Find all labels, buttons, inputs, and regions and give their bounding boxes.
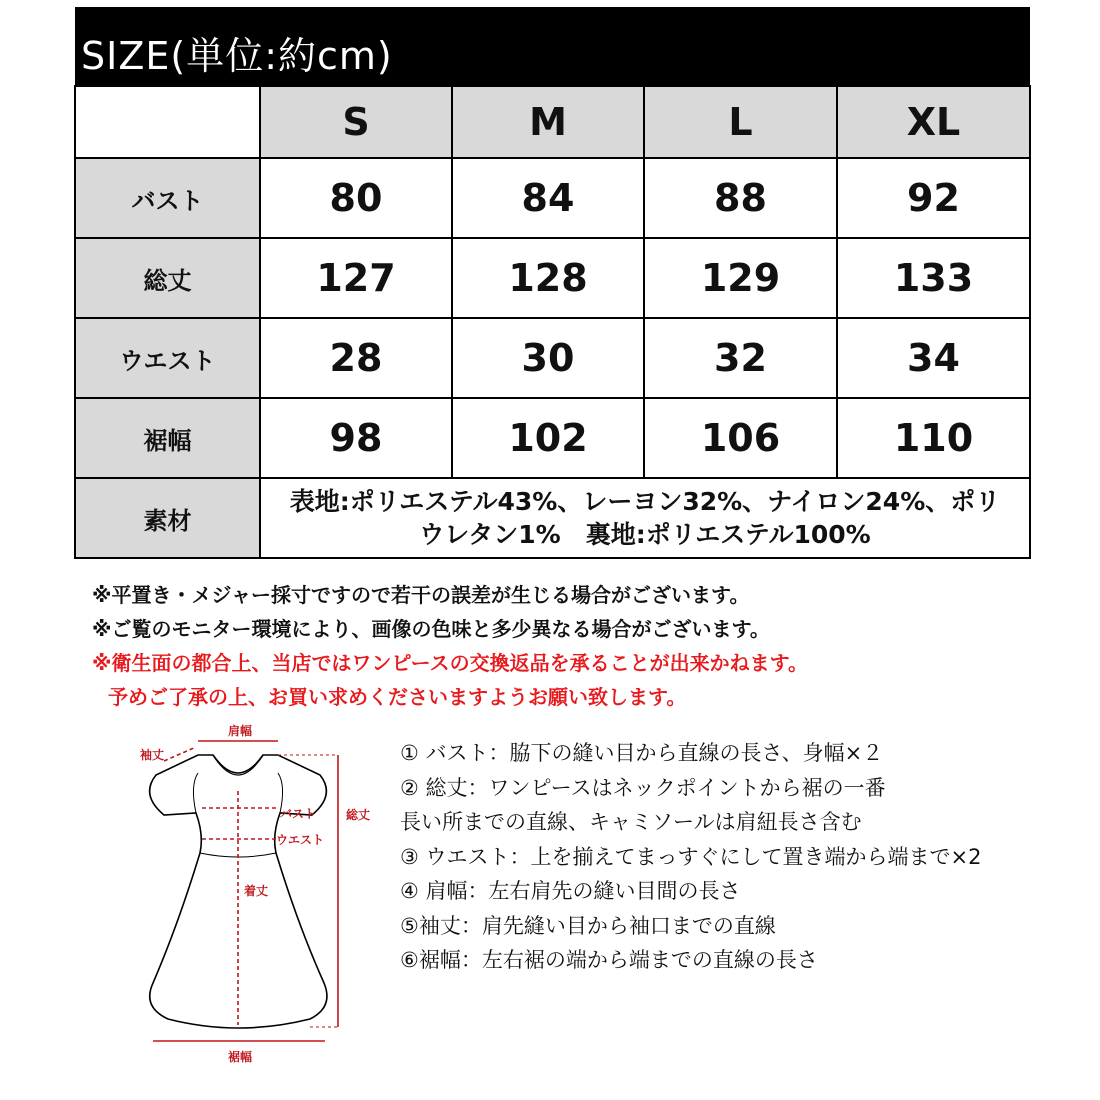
bust-m: 84 xyxy=(452,158,644,238)
waist-s: 28 xyxy=(260,318,452,398)
hem-width-m: 102 xyxy=(452,398,644,478)
size-header-row xyxy=(75,86,1030,158)
material-cell xyxy=(260,478,1030,558)
total-length-xl: 133 xyxy=(837,238,1030,318)
row-label-hem-width: 裾幅 xyxy=(75,398,260,478)
label-bust: バスト xyxy=(280,807,317,821)
note-no-returns: ※衛生面の都合上、当店ではワンピースの交換返品を承ることが出来かねます。 xyxy=(92,651,809,675)
total-length-s: 127 xyxy=(260,238,452,318)
row-label-total-length: 総丈 xyxy=(75,238,260,318)
label-waist: ウエスト xyxy=(276,833,325,847)
measure-hem-width: ⑥裾幅：左右裾の端から端までの直線の長さ xyxy=(400,948,818,972)
waist-xl: 34 xyxy=(837,318,1030,398)
note-measurement-error: ※平置き・メジャー採寸ですので若干の誤差が生じる場合がございます。 xyxy=(92,583,750,607)
measure-total-length: ② 総丈：ワンピースはネックポイントから裾の一番 xyxy=(400,775,886,800)
label-shoulder-width: 肩幅 xyxy=(228,724,253,738)
size-header-s: S xyxy=(260,86,452,158)
total-length-m: 128 xyxy=(452,238,644,318)
material-line-1: 表地:ポリエステル43%、レーヨン32%、ナイロン24%、ポリ xyxy=(289,487,1001,516)
hem-width-s: 98 xyxy=(260,398,452,478)
size-table xyxy=(74,85,1031,559)
table-corner-cell xyxy=(75,86,260,158)
waist-m: 30 xyxy=(452,318,644,398)
waist-l: 32 xyxy=(644,318,837,398)
total-length-l: 129 xyxy=(644,238,837,318)
label-sleeve-length: 袖丈 xyxy=(140,748,165,762)
note-monitor-color: ※ご覧のモニター環境により、画像の色味と多少異なる場合がございます。 xyxy=(92,617,770,641)
measure-total-length-cont: 長い所までの直線、キャミソールは肩紐長さ含む xyxy=(400,810,862,834)
size-header-xl: XL xyxy=(837,86,1030,158)
size-title-bar xyxy=(75,7,1030,86)
label-total-length: 総丈 xyxy=(346,808,371,822)
table-row-bust xyxy=(75,158,1030,238)
row-label-bust: バスト xyxy=(75,158,260,238)
table-row-waist xyxy=(75,318,1030,398)
row-label-material: 素材 xyxy=(75,478,260,558)
note-acknowledge: 予めご了承の上、お買い求めくださいますようお願い致します。 xyxy=(108,685,687,709)
label-hem-width: 裾幅 xyxy=(228,1050,253,1064)
table-row-hem-width xyxy=(75,398,1030,478)
size-title: SIZE(単位:約cm) xyxy=(81,34,393,78)
bust-l: 88 xyxy=(644,158,837,238)
measure-sleeve-length: ⑤袖丈：肩先縫い目から袖口までの直線 xyxy=(400,913,776,938)
label-dress-length: 着丈 xyxy=(244,884,269,898)
bust-xl: 92 xyxy=(837,158,1030,238)
measure-bust: ① バスト：脇下の縫い目から直線の長さ、身幅×２ xyxy=(400,741,884,765)
material-line-2: ウレタン1% 裏地:ポリエステル100% xyxy=(419,520,871,549)
table-row-total-length xyxy=(75,238,1030,318)
measurement-instructions xyxy=(400,736,1080,978)
table-row-material xyxy=(75,478,1030,558)
row-label-waist: ウエスト xyxy=(75,318,260,398)
notes-block xyxy=(92,578,1082,714)
measure-waist: ③ ウエスト：上を揃えてまっすぐにして置き端から端まで×2 xyxy=(400,844,982,869)
bust-s: 80 xyxy=(260,158,452,238)
hem-width-xl: 110 xyxy=(837,398,1030,478)
size-header-l: L xyxy=(644,86,837,158)
hem-width-l: 106 xyxy=(644,398,837,478)
measure-shoulder-width: ④ 肩幅：左右肩先の縫い目間の長さ xyxy=(400,879,741,903)
size-header-m: M xyxy=(452,86,644,158)
dress-measurement-diagram xyxy=(120,715,395,1065)
